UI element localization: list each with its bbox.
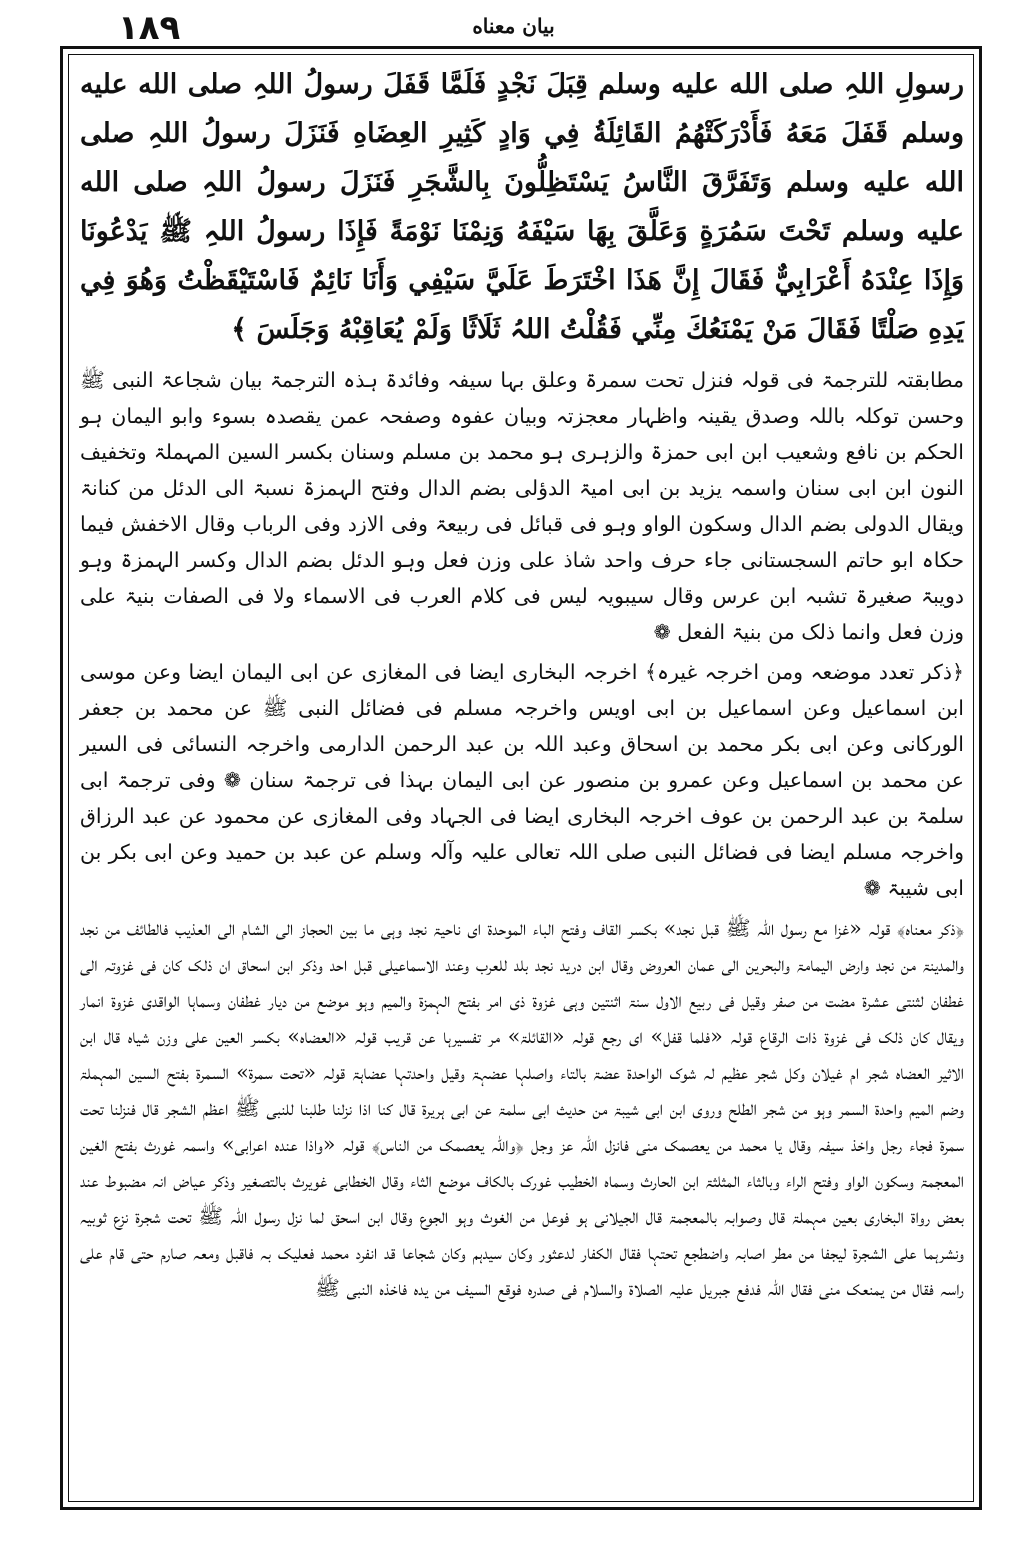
commentary-paragraph: مطابقتہ للترجمۃ فی قولہ فنزل تحت سمرۃ وعلق بہا سیفہ وفائدۃ ہذہ الترجمۃ بیان شجاعۃ النبی ﷺ وحسن توکلہ باللہ وصدق یقینہ واظہار معجزتہ وبیان عفوہ وصفحہ عمن یقصدہ بسوء وابو الیمان ہو الحکم بن نافع وشعیب ابن ابی حمزۃ والزہری ہو محمد بن مسلم وسنان بکسر السین المہملۃ وتخفیف النون ابن ابی سنان واسمہ یزید بن ابی امیۃ الدؤلی بضم الدال وفتح الہمزۃ نسبۃ الی الدئل من کنانۃ ویقال الدولی بضم الدال وسکون الواو وہو فی قبائل فی ربیعۃ وفی الازد وفی الرباب وقال الاخفش فیما حکاہ ابو حاتم السجستانی جاء حرف واحد شاذ علی وزن فعل وہو الدئل بضم الدال وکسر الہمزۃ وہو دویبۃ صغیرۃ تشبہ ابن عرس وقال سیبویہ لیس فی کلام العرب فی الاسماء ولا فی الصفات بنیۃ علی وزن فعل وانما ذلک من بنیۃ الفعل ❁ <box>80 368 964 644</box>
page-content <box>80 60 964 1310</box>
commentary-paragraph: ﴿ذکر معناہ﴾ قولہ «غزا مع رسول اللہ ﷺ قبل نجد» بکسر القاف وفتح الباء الموحدۃ ای ناحیۃ نجد وہی ما بین الحجاز الی الشام الی العذیب فالطائف من نجد والمدینۃ من نجد وارض الیمامۃ والبحرین الی عمان العروض وقال ابن درید نجد بلد للعرب وعند الاسماعیلی قبل احد وذکر ابن اسحاق ان ذلک کان فی غزوتہ الی غطفان لثنتی عشرۃ مضت من صفر وقیل فی ربیع الاول سنۃ اثنتین وہی غزوۃ ذی امر بفتح الہمزۃ والمیم وہو موضع من دیار غطفان وسماہا الواقدی غزوۃ انمار ویقال کان ذلک فی غزوۃ ذات الرقاع قولہ «فلما قفل» ای رجع قولہ «القائلۃ» مر تفسیرہا عن قریب قولہ «العضاہ» بکسر العین علی وزن شیاہ قال ابن الاثیر العضاہ شجر ام غیلان وکل شجر عظیم لہ شوک الواحدۃ عضۃ بالتاء واصلہا عضہۃ وقیل واحدتہا عضاہۃ قولہ «تحت سمرۃ» السمرۃ بفتح السین المہملۃ وضم المیم واحدۃ السمر وہو من شجر الطلح وروی ابن ابی شیبۃ من حدیث ابی سلمۃ عن ابی ہریرۃ قال کنا اذا نزلنا طلبنا للنبی ﷺ اعظم الشجر قال فنزلنا تحت سمرۃ فجاء رجل واخذ سیفہ وقال یا محمد من یعصمک منی فانزل اللہ عز وجل ﴿واللہ یعصمک من الناس﴾ قولہ «واذا عندہ اعرابی» واسمہ غورث بفتح الغین المعجمۃ وسکون الواو وفتح الراء وبالثاء المثلثۃ ابن الحارث وسماہ الخطیب غورک بالکاف موضع الثاء وقال الخطابی غویرث بالتصغیر وذکر عیاض انہ مضبوط عند بعض رواۃ البخاری بعین مہملۃ قال وصوابہ بالمعجمۃ قال الجیلانی ہو فوعل من الغوث وہو الجوع وقال ابن اسحق لما نزل رسول اللہ ﷺ تحت شجرۃ نزع ثوبیہ ونشرہما علی الشجرۃ لیجفا من مطر اصابہ واضطجع تحتہا فقال الکفار لدعثور وکان سیدہم وکان شجاعا قد انفرد محمد فعلیک بہ فاقبل ومعہ صارم حتی قام علی راسہ فقال من یمنعک منی فقال اللہ فدفع جبریل علیہ الصلاۃ والسلام فی صدرہ فوقع السیف من یدہ فاخذہ النبی ﷺ <box>80 916 965 1300</box>
page-header <box>0 0 1027 48</box>
running-title: بيان معناه <box>472 14 555 38</box>
hadith-text: رسولِ اللہِ صلى الله عليه وسلم قِبَلَ نَجْدٍ فَلَمَّا قَفَلَ رسولُ اللہِ صلى الله عليه وسلم قَفَلَ مَعَهُ فَأَدْرَكَتْهُمُ القَائِلَةُ فِي وَادٍ كَثِيرِ العِضَاهِ فَنَزَلَ رسولُ اللہِ صلى الله عليه وسلم وَتَفَرَّقَ النَّاسُ يَسْتَظِلُّونَ بِالشَّجَرِ فَنَزَلَ رسولُ اللہِ صلى الله عليه وسلم تَحْتَ سَمُرَةٍ وَعَلَّقَ بِهَا سَيْفَهُ وَنِمْنَا نَوْمَةً فَإِذَا رسولُ اللہِ ﷺ يَدْعُونَا وَإِذَا عِنْدَهُ أَعْرَابِيٌّ فَقَالَ إِنَّ هَذَا اخْتَرَطَ عَلَيَّ سَيْفِي وَأَنَا نَائِمٌ فَاسْتَيْقَظْتُ وَهُوَ فِي يَدِهِ صَلْتًا فَقَالَ مَنْ يَمْنَعُكَ مِنِّي فَقُلْتُ اللہُ ثَلَاثًا وَلَمْ يُعَاقِبْهُ وَجَلَسَ ﴾ <box>80 69 964 345</box>
commentary-paragraph: ﴿ذکر تعدد موضعہ ومن اخرجہ غیرہ﴾ اخرجہ البخاری ایضا فی المغازی عن ابی الیمان ایضا وعن موسی ابن اسماعیل وعن اسماعیل بن ابی اویس واخرجہ مسلم فی فضائل النبی ﷺ عن محمد بن جعفر الورکانی وعن ابی بکر محمد بن اسحاق وعبد اللہ بن عبد الرحمن الدارمی واخرجہ النسائی فی السیر عن محمد بن اسماعیل وعن عمرو بن منصور عن ابی الیمان بہذا فی ترجمۃ سنان ❁ وفی ترجمۃ ابی سلمۃ بن عبد الرحمن بن عوف اخرجہ البخاری ایضا فی الجہاد وفی المغازی عن محمود عن عبد الرزاق واخرجہ مسلم ایضا فی فضائل النبی صلی اللہ تعالی علیہ وآلہ وسلم عن عبد بن حمید وعن ابی بکر بن ابی شیبۃ ❁ <box>80 660 964 900</box>
page-number: ١٨٩ <box>118 8 181 48</box>
